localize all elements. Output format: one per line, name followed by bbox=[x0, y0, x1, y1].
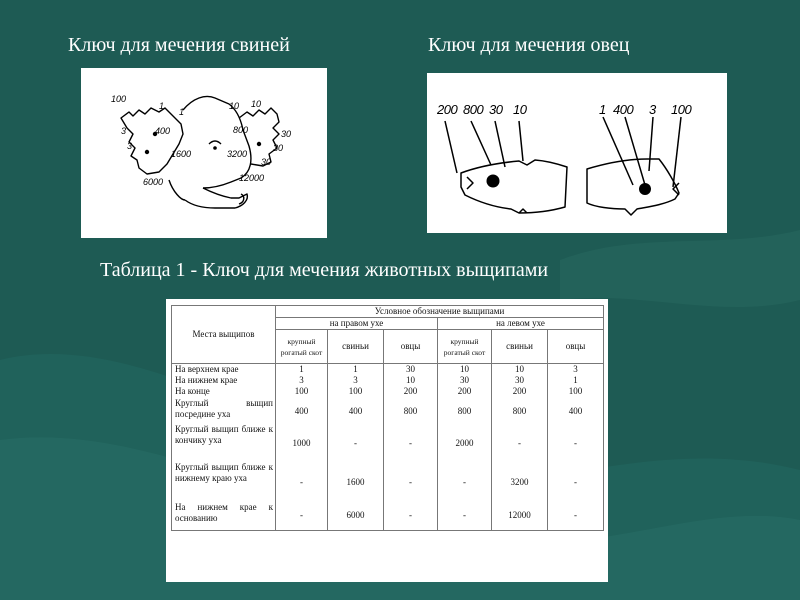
pig-label-1a: 1 bbox=[159, 101, 165, 111]
table-row bbox=[172, 502, 604, 530]
pig-label-1600: 1600 bbox=[171, 149, 192, 159]
value-cell: - bbox=[548, 424, 604, 462]
pig-label-3b: 3 bbox=[127, 141, 133, 151]
header-left-pigs: свиньи bbox=[492, 330, 548, 364]
table-row bbox=[172, 424, 604, 462]
value-cell: 100 bbox=[276, 386, 328, 398]
header-places: Места выщипов bbox=[172, 306, 276, 364]
value-cell: - bbox=[438, 462, 492, 502]
pig-label-100: 100 bbox=[111, 94, 127, 104]
value-cell: - bbox=[548, 462, 604, 502]
place-cell: На нижнем крае к основанию bbox=[172, 502, 276, 530]
sheep-label-200: 200 bbox=[437, 102, 458, 117]
pig-label-3a: 3 bbox=[121, 126, 127, 136]
pig-label-1b: 1 bbox=[179, 107, 185, 117]
table-row bbox=[172, 462, 604, 502]
value-cell: 1 bbox=[548, 375, 604, 386]
value-cell: - bbox=[384, 502, 438, 530]
header-right-pigs: свиньи bbox=[328, 330, 384, 364]
value-cell: 400 bbox=[276, 398, 328, 424]
value-cell: 1000 bbox=[276, 424, 328, 462]
sheep-label-3: 3 bbox=[649, 102, 656, 117]
sheep-label-800: 800 bbox=[463, 102, 484, 117]
pig-label-30b: 30 bbox=[273, 143, 284, 153]
table-row bbox=[172, 398, 604, 424]
sheep-label-100: 100 bbox=[671, 102, 692, 117]
value-cell: 3 bbox=[328, 375, 384, 386]
value-cell: 800 bbox=[438, 398, 492, 424]
header-right-sheep: овцы bbox=[384, 330, 438, 364]
header-right-ear: на правом ухе bbox=[276, 318, 438, 330]
value-cell: 6000 bbox=[328, 502, 384, 530]
value-cell: 1600 bbox=[328, 462, 384, 502]
sheep-key-caption: Ключ для мечения овец bbox=[428, 34, 630, 56]
pig-label-800: 800 bbox=[233, 125, 249, 135]
value-cell: - bbox=[328, 424, 384, 462]
value-cell: 30 bbox=[492, 375, 548, 386]
place-cell: Круглый выщип ближе к нижнему краю уха bbox=[172, 462, 276, 502]
value-cell: 10 bbox=[492, 364, 548, 376]
value-cell: - bbox=[384, 424, 438, 462]
value-cell: - bbox=[276, 502, 328, 530]
table-row bbox=[172, 375, 604, 386]
value-cell: 200 bbox=[438, 386, 492, 398]
value-cell: 10 bbox=[438, 364, 492, 376]
value-cell: 800 bbox=[384, 398, 438, 424]
pig-key-caption: Ключ для мечения свиней bbox=[68, 34, 290, 56]
value-cell: 2000 bbox=[438, 424, 492, 462]
header-left-cattle: крупный рогатый скот bbox=[438, 330, 492, 364]
pig-label-12000: 12000 bbox=[239, 173, 265, 183]
value-cell: - bbox=[492, 424, 548, 462]
pig-label-400: 400 bbox=[155, 126, 171, 136]
place-cell: На конце bbox=[172, 386, 276, 398]
value-cell: - bbox=[548, 502, 604, 530]
value-cell: 3200 bbox=[492, 462, 548, 502]
value-cell: 400 bbox=[328, 398, 384, 424]
table-title: Таблица 1 - Ключ для мечения животных выщипами bbox=[100, 259, 549, 281]
place-cell: Круглый выщип посредине уха bbox=[172, 398, 276, 424]
value-cell: 30 bbox=[384, 364, 438, 376]
value-cell: 30 bbox=[438, 375, 492, 386]
place-cell: На верхнем крае bbox=[172, 364, 276, 376]
table-row bbox=[172, 364, 604, 376]
header-left-sheep: овцы bbox=[548, 330, 604, 364]
pig-label-10b: 10 bbox=[251, 99, 262, 109]
value-cell: 800 bbox=[492, 398, 548, 424]
pig-label-10a: 10 bbox=[229, 101, 240, 111]
pig-label-30a: 30 bbox=[281, 129, 292, 139]
value-cell: 200 bbox=[384, 386, 438, 398]
place-cell: Круглый выщип ближе к кончику уха bbox=[172, 424, 276, 462]
marking-key-table-panel bbox=[166, 299, 608, 582]
table-row bbox=[172, 386, 604, 398]
pig-label-3200: 3200 bbox=[227, 149, 248, 159]
value-cell: 3 bbox=[548, 364, 604, 376]
value-cell: 100 bbox=[328, 386, 384, 398]
sheep-label-1: 1 bbox=[599, 102, 606, 117]
header-right-cattle: крупный рогатый скот bbox=[276, 330, 328, 364]
pig-label-6000: 6000 bbox=[143, 177, 164, 187]
value-cell: 10 bbox=[384, 375, 438, 386]
place-cell: На нижнем крае bbox=[172, 375, 276, 386]
header-main: Условное обозначение выщипами bbox=[276, 306, 604, 318]
value-cell: 1 bbox=[328, 364, 384, 376]
value-cell: 100 bbox=[548, 386, 604, 398]
pig-label-30c: 30 bbox=[261, 157, 272, 167]
sheep-label-30: 30 bbox=[489, 102, 503, 117]
header-left-ear: на левом ухе bbox=[438, 318, 604, 330]
value-cell: 200 bbox=[492, 386, 548, 398]
pig-ear-diagram bbox=[81, 68, 327, 238]
value-cell: 1 bbox=[276, 364, 328, 376]
sheep-label-10: 10 bbox=[513, 102, 527, 117]
value-cell: 3 bbox=[276, 375, 328, 386]
sheep-ears-drawing bbox=[427, 73, 727, 233]
value-cell: - bbox=[276, 462, 328, 502]
value-cell: 400 bbox=[548, 398, 604, 424]
marking-key-table bbox=[171, 305, 604, 531]
value-cell: - bbox=[438, 502, 492, 530]
sheep-label-400: 400 bbox=[613, 102, 634, 117]
value-cell: - bbox=[384, 462, 438, 502]
sheep-ear-diagram bbox=[427, 73, 727, 233]
value-cell: 12000 bbox=[492, 502, 548, 530]
